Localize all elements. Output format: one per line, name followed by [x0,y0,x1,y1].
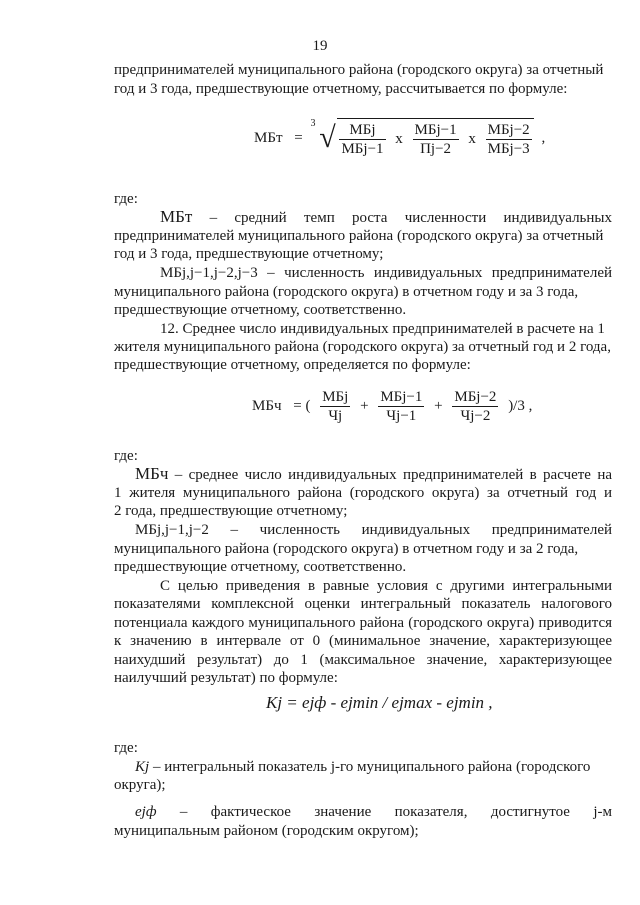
text-line: предпринимателей муниципального района (городского округа) за отчетный [114,228,604,244]
fraction: $\frac{\text{МБj−2}}{Чj-2}$ [454,389,497,424]
text-line: муниципальным районом (городским округом); [114,823,419,839]
formula-lhs: МБт [254,129,283,146]
text-line: предпринимателей муниципального района (городского округа) за отчетный [114,62,604,78]
radicand: $\frac{\text{МБj}}{\text{МБj−1}}$ x $\frac{\text{МБj−1}}{Пj-2}$ x $\frac{\text{МБj−2}}{\text{МБj−3}}$ [337,118,533,158]
formula-growth-rate: МБт = $^3$ √ $\frac{\text{МБj}}{\text{МБj−1}}$ x $\frac{\text{МБj−1}}{Пj-2}$ x $\frac{\text{МБj−2}}{\text{МБj−3}}$ , [254,118,546,157]
text-line: С целью приведения в равные условия с другими интегральными [160,578,612,594]
text-line: 1 жителя муниципального района (городского округа) за отчетный год и [114,485,612,501]
text-line: предшествующие отчетному, определяется по формуле: [114,357,471,373]
fraction: $\frac{\text{МБj−1}}{Чj-1}$ [380,389,423,424]
definition-line: Kj – интегральный показатель j-го муниципального района (городского [135,759,591,775]
text-line: жителя муниципального района (городского округа) за отчетный год и 2 года, [114,339,611,355]
definition-line: МБч – среднее число индивидуальных предпринимателей в расчете на [135,464,612,483]
formula-normalization: Kj = ejф - ejmin / ejmax - ejmin , [266,693,493,712]
text-line: потенциала каждого муниципального района (городского округа) приводится [114,615,612,631]
radical-sign-icon: √ [319,121,336,154]
text-line: год и 3 года, предшествующие отчетному; [114,246,384,262]
text-line: к значению в интервале от 0 (минимальное значение, характеризующее [114,633,612,649]
text-line: где: [114,191,138,207]
text-line: 12. Среднее число индивидуальных предпринимателей в расчете на 1 [160,321,605,337]
text-line: год и 3 года, предшествующие отчетному, рассчитывается по формуле: [114,81,568,97]
root-index: 3 [310,118,316,129]
formula-eq: = [294,129,303,146]
text-line: где: [114,740,138,756]
definition-line: МБт – средний темп роста численности индивидуальных [160,207,613,226]
fraction: $\frac{\text{МБj}}{Чj}$ [322,389,349,424]
text-line: муниципального района (городского округа) в отчетном году и за 2 года, [114,541,579,557]
fraction: $\frac{\text{МБj}}{\text{МБj−1}}$ [341,122,384,157]
page-number: 19 [312,38,328,54]
text-line: показателями комплексной оценки интегральный показатель налогового [114,596,612,612]
text-line: 2 года, предшествующие отчетному; [114,503,348,519]
text-line: муниципального района (городского округа) в отчетном году и за 3 года, [114,284,579,300]
definition-line: ejф – фактическое значение показателя, достигнутое j-м [135,804,613,820]
text-line: предшествующие отчетному, соответственно. [114,302,407,318]
text-line: округа); [114,777,166,793]
fraction: $\frac{\text{МБj−1}}{Пj-2}$ [414,122,457,157]
text-line: наихудший результат) до 1 (максимальное значение, характеризующее [114,652,612,668]
formula-average-per-resident: МБч = ( $\frac{\text{МБj}}{Чj}$ + $\frac{\text{МБj−1}}{Чj-1}$ + $\frac{\text{МБj−2}}{Чj-2}$ )/3 , [252,389,533,424]
text-line: предшествующие отчетному, соответственно. [114,559,407,575]
text-line: где: [114,448,138,464]
text-line: наилучший результат) по формуле: [114,670,338,686]
definition-line: МБj,j−1,j−2,j−3 – численность индивидуальных предпринимателей [160,265,613,281]
fraction: $\frac{\text{МБj−2}}{\text{МБj−3}}$ [487,122,530,157]
definition-line: МБj,j−1,j−2 – численность индивидуальных предпринимателей [135,522,613,538]
